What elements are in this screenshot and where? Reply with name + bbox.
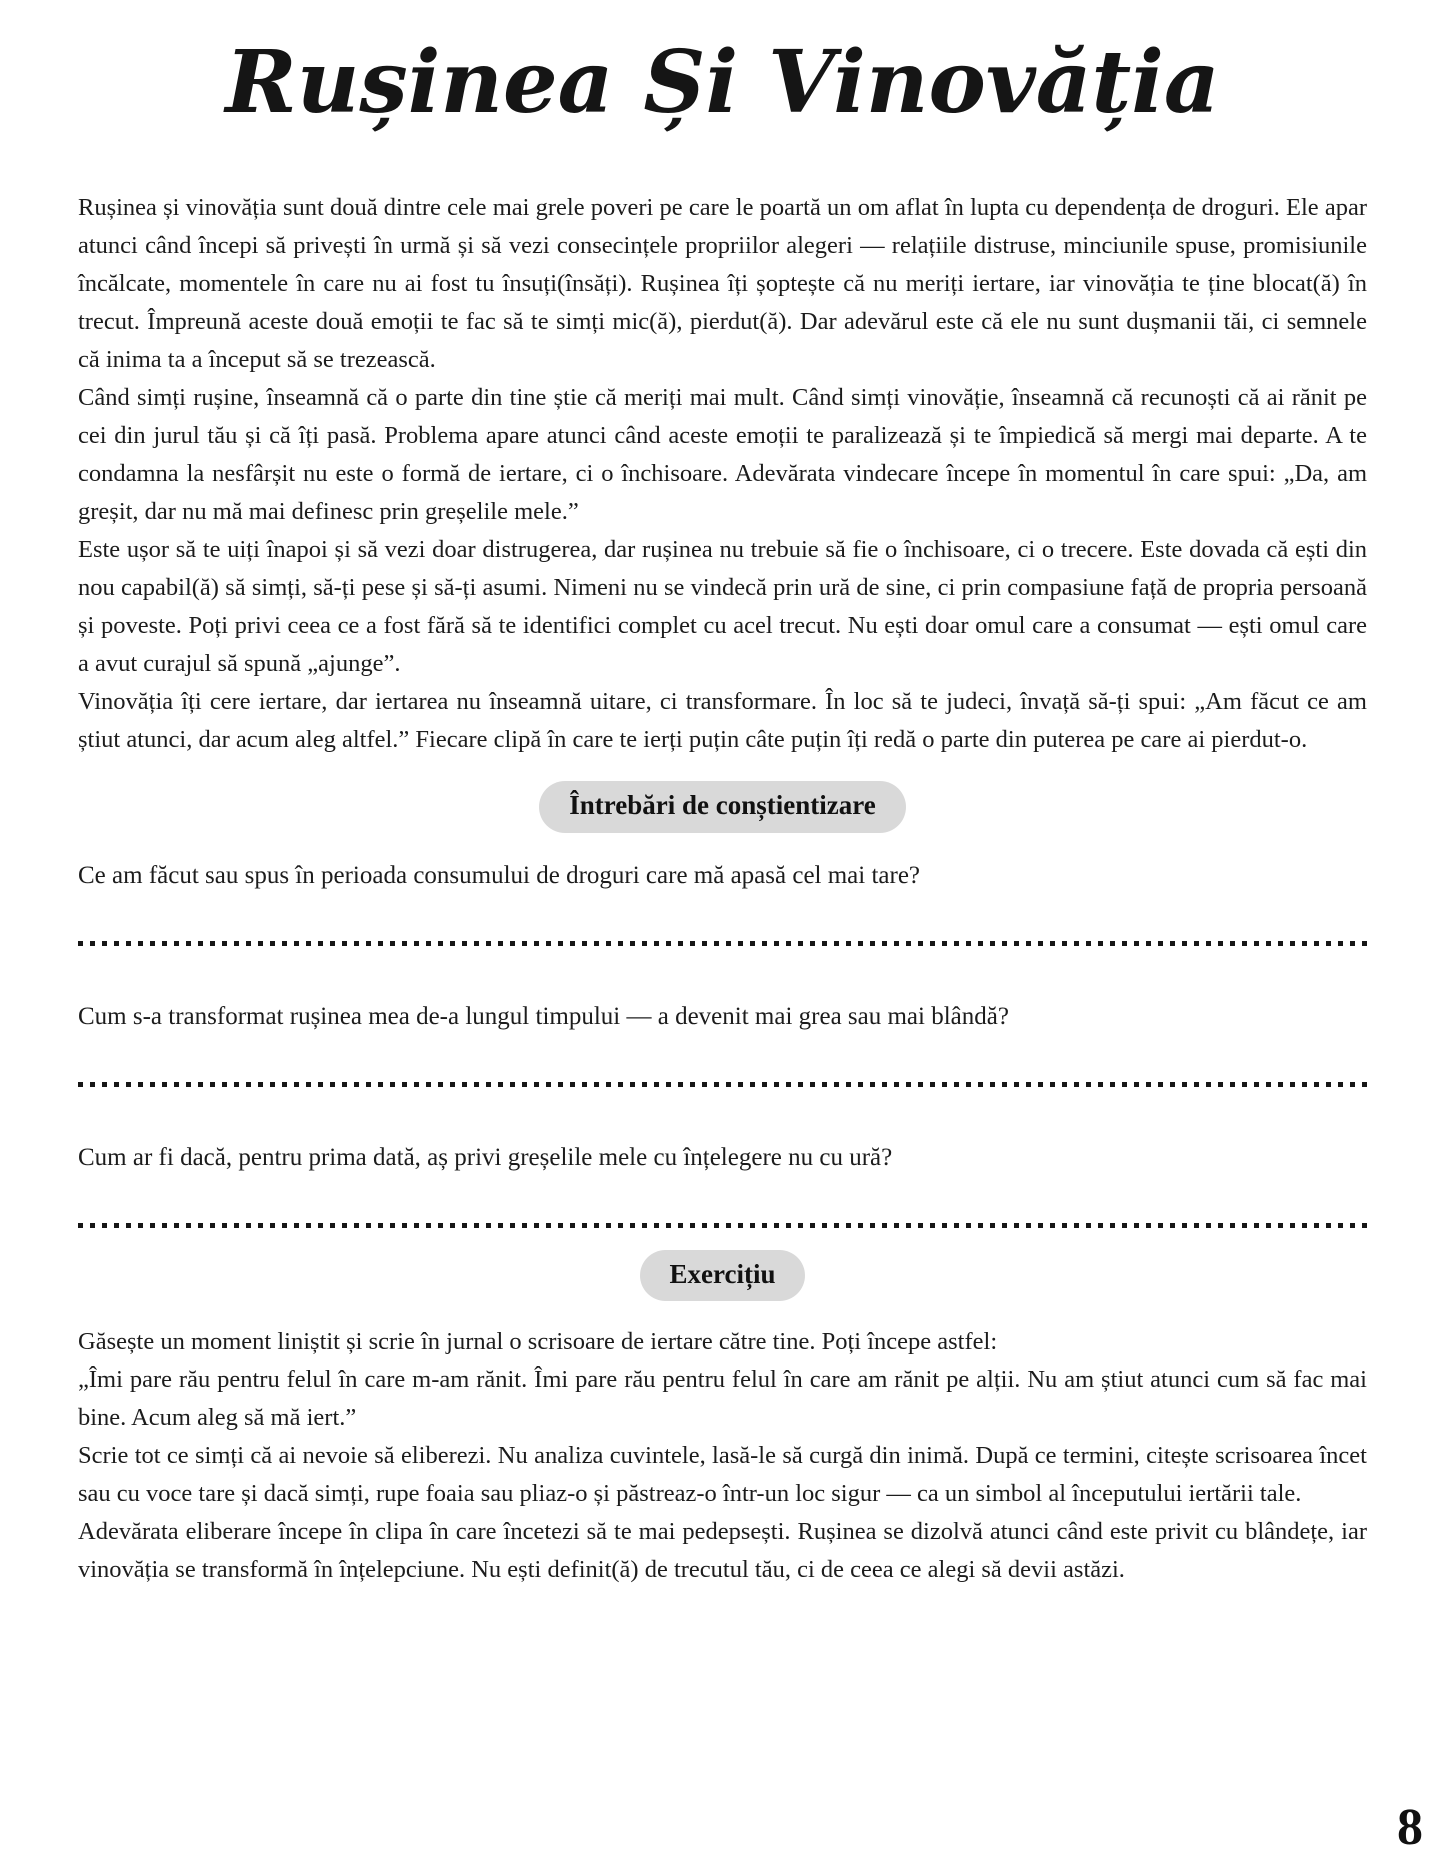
exercise-paragraph: Scrie tot ce simți că ai nevoie să eliberezi. Nu analiza cuvintele, lasă-le să curgă din inimă. După ce termini, citește scrisoarea încet sau cu voce tare și dacă simți, rupe foaia sau pliaz-o și păstreaz-o într-un loc sigur — ca un simbol al începutului iertării tale. (78, 1442, 1367, 1508)
exercise-paragraph: Găsește un moment liniștit și scrie în jurnal o scrisoare de iertare către tine. Poți începe astfel: (78, 1328, 998, 1356)
exercise-paragraph: „Îmi pare rău pentru felul în care m-am rănit. Îmi pare rău pentru felul în care am rănit pe alții. Nu am știut atunci cum să fac mai bine. Acum aleg să mă iert.” (78, 1366, 1367, 1432)
intro-section (78, 189, 1367, 759)
answer-line-2[interactable] (78, 1082, 1367, 1087)
intro-paragraph: Vinovăția îți cere iertare, dar iertarea nu înseamnă uitare, ci transformare. În loc să te judeci, învață să-ți spui: „Am făcut ce am știut atunci, dar acum aleg altfel.” Fiecare clipă în care te ierți puțin câte puțin îți redă o parte din puterea pe care ai pierdut-o. (78, 687, 1367, 753)
intro-paragraph: Este ușor să te uiți înapoi și să vezi doar distrugerea, dar rușinea nu trebuie să fie o închisoare, ci o trecere. Este dovada că ești din nou capabil(ă) să simți, să-ți pese și să-ți asumi. Nimeni nu se vindecă prin ură de sine, ci prin compasiune față de propria persoană și poveste. Poți privi ceea ce a fost fără să te identifici complet cu acel trecut. Nu ești doar omul care a consumat — ești omul care a avut curajul să spună „ajunge”. (78, 535, 1367, 677)
awareness-questions-heading: Întrebări de conștientizare (539, 781, 905, 833)
answer-line-1[interactable] (78, 941, 1367, 946)
exercise-heading: Exercițiu (640, 1250, 806, 1302)
page-title: Rușinea Și Vinovăția (225, 32, 1220, 133)
question-text-3: Cum ar fi dacă, pentru prima dată, aș privi greșelile mele cu înțelegere nu cu ură? (78, 1143, 893, 1171)
exercise-paragraph: Adevărata eliberare începe în clipa în care încetezi să te mai pedepsești. Rușinea se dizolvă atunci când este privit cu blândețe, iar vinovăția se transformă în înțelepciune. Nu ești definit(ă) de trecutul tău, ci de ceea ce alegi să devii astăzi. (78, 1518, 1367, 1584)
answer-line-3[interactable] (78, 1223, 1367, 1228)
intro-paragraph: Când simți rușine, înseamnă că o parte din tine știe că meriți mai mult. Când simți vinovăție, înseamnă că recunoști că ai rănit pe cei din jurul tău și că îți pasă. Problema apare atunci când aceste emoții te paralizează și te împiedică să mergi mai departe. A te condamna la nesfârșit nu este o formă de iertare, ci o închisoare. Adevărata vindecare începe în momentul în care spui: „Da, am greșit, dar nu mă mai definesc prin greșelile mele.” (78, 383, 1367, 525)
question-text-1: Ce am făcut sau spus în perioada consumului de droguri care mă apasă cel mai tare? (78, 861, 921, 889)
intro-paragraph: Rușinea și vinovăția sunt două dintre cele mai grele poveri pe care le poartă un om aflat în lupta cu dependența de droguri. Ele apar atunci când începi să privești în urmă și să vezi consecințele propriilor alegeri — relațiile distruse, minciunile spuse, promisiunile încălcate, momentele în care nu ai fost tu însuți(însăți). Rușinea îți șoptește că nu meriți iertare, iar vinovăția te ține blocat(ă) în trecut. Împreună aceste două emoții te fac să te simți mic(ă), pierdut(ă). Dar adevărul este că ele nu sunt dușmanii tăi, ci semnele că inima ta a început să se trezească. (78, 193, 1367, 373)
page-number: 8 (1397, 1799, 1423, 1856)
exercise-section (78, 1323, 1367, 1589)
question-text-2: Cum s-a transformat rușinea mea de-a lungul timpului — a devenit mai grea sau mai blândă? (78, 1002, 1009, 1030)
